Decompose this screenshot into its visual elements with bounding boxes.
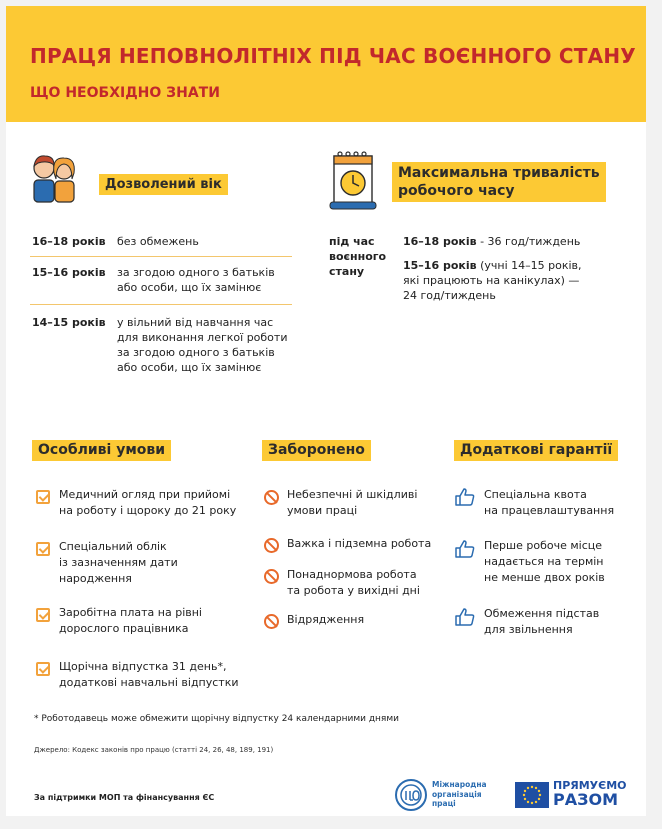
ilo-logo-icon: [394, 778, 428, 812]
checkbox-icon: [36, 662, 50, 676]
forbidden-item-4: Відрядження: [287, 613, 365, 626]
prohibited-icon: [264, 569, 279, 584]
ilo-name: [432, 780, 487, 809]
guarantee-item-1-line-1: Спеціальна квота: [484, 488, 587, 501]
page-subtitle: ЩО НЕОБХІДНО ЗНАТИ: [30, 85, 220, 101]
special-item-2-line-1: Спеціальний облік: [59, 540, 167, 553]
thumbs-up-icon: [455, 540, 475, 558]
support-text: За підтримки МОП та фінансування ЄС: [34, 793, 215, 802]
special-item-4-line-2: додаткові навчальні відпустки: [59, 676, 239, 689]
age-divider-1: [30, 256, 292, 257]
guarantee-item-2-line-1: Перше робоче місце: [484, 539, 602, 552]
age-heading: Дозволений вік: [99, 174, 228, 195]
hours-line-1-text: - 36 год/тиждень: [476, 235, 581, 248]
guarantee-item-3-line-1: Обмеження підстав: [484, 607, 600, 620]
forbidden-item-1-line-2: умови праці: [287, 504, 358, 517]
special-item-4: [59, 659, 239, 691]
prohibited-icon: [264, 490, 279, 505]
ilo-name-line-3: праці: [432, 799, 456, 808]
age-row-value-2: [117, 265, 275, 295]
header-banner: [6, 6, 646, 122]
guarantee-item-2: [484, 538, 605, 586]
guarantee-item-1-line-2: на працевлаштування: [484, 504, 615, 517]
ilo-name-line-2: організація: [432, 789, 482, 799]
thumbs-up-icon: [455, 488, 475, 506]
age-row-value-3-line-1: у вільний від навчання час: [117, 316, 274, 329]
age-row-value-3: [117, 315, 287, 375]
page-title: ПРАЦЯ НЕПОВНОЛІТНІХ ПІД ЧАС ВОЄННОГО СТАНУ: [30, 44, 636, 68]
guarantee-item-2-line-2: надається на термін: [484, 555, 604, 568]
forbidden-item-1: [287, 487, 417, 519]
eu-slogan-line-2: РАЗОМ: [553, 790, 618, 809]
forbidden-item-3-line-1: Понаднормова робота: [287, 568, 417, 581]
checkbox-icon: [36, 490, 50, 504]
guarantee-item-3: [484, 606, 599, 638]
hours-heading-line-1: Максимальна тривалість: [398, 165, 600, 181]
eu-slogan: [553, 779, 627, 807]
hours-line-1: [403, 234, 580, 249]
hours-line-2: [403, 258, 582, 303]
checkbox-icon: [36, 542, 50, 556]
ilo-name-line-1: Міжнародна: [432, 780, 487, 789]
special-item-1-line-1: Медичний огляд при прийомі: [59, 488, 231, 501]
eu-stars-icon: [515, 782, 549, 808]
age-row-key-3: 14–15 років: [32, 316, 106, 329]
forbidden-item-3-line-2: та робота у вихідні дні: [287, 584, 420, 597]
prohibited-icon: [264, 538, 279, 553]
special-item-2: [59, 539, 178, 587]
forbidden-item-2: Важка і підземна робота: [287, 537, 432, 550]
hours-label-line-2: воєнного: [329, 250, 387, 263]
hours-heading-line-2: робочого часу: [398, 183, 515, 199]
age-row-key-2: 15–16 років: [32, 266, 106, 279]
special-item-2-line-2: із зазначенням дати: [59, 556, 178, 569]
hours-heading: [392, 162, 606, 202]
hours-line-1-bold: 16–18 років: [403, 235, 477, 248]
special-item-3-line-1: Заробітна плата на рівні: [59, 606, 202, 619]
calendar-clock-icon: [328, 148, 378, 212]
special-heading: Особливі умови: [32, 440, 171, 461]
guarantee-item-2-line-3: не менше двох років: [484, 571, 605, 584]
age-row-value-3-line-2: для виконання легкої роботи: [117, 331, 288, 344]
infographic-page: [6, 6, 646, 816]
age-row-value-1: без обмежень: [117, 235, 199, 248]
age-row-value-3-line-4: або особи, що їх замінює: [117, 361, 262, 374]
forbidden-heading: Заборонено: [262, 440, 371, 461]
hours-label-line-1: під час: [329, 235, 375, 248]
checkbox-icon: [36, 608, 50, 622]
special-item-3-line-2: дорослого працівника: [59, 622, 189, 635]
forbidden-item-1-line-1: Небезпечні й шкідливі: [287, 488, 418, 501]
hours-line-2-bold: 15–16 років: [403, 259, 477, 272]
age-row-key-1: 16–18 років: [32, 235, 106, 248]
special-item-1-line-2: на роботу і щороку до 21 року: [59, 504, 237, 517]
hours-martial-law-label: [329, 234, 386, 279]
source-note: Джерело: Кодекс законів про працю (статті 24, 26, 48, 189, 191): [34, 746, 274, 754]
hours-line-2-row-3: 24 год/тиждень: [403, 289, 496, 302]
eu-flag-icon: [515, 782, 549, 808]
thumbs-up-icon: [455, 608, 475, 626]
age-row-value-2-line-2: або особи, що їх замінює: [117, 281, 262, 294]
prohibited-icon: [264, 614, 279, 629]
special-item-4-line-1: Щорічна відпустка 31 день*,: [59, 660, 227, 673]
forbidden-item-3: [287, 567, 420, 599]
special-item-1: [59, 487, 236, 519]
age-row-value-3-line-3: за згодою одного з батьків: [117, 346, 275, 359]
guarantees-heading: Додаткові гарантії: [454, 440, 618, 461]
hours-line-2-row-2: які працюють на канікулах) —: [403, 274, 580, 287]
hours-line-2-row-1: 15–16 років (учні 14–15 років,: [403, 259, 582, 272]
guarantee-item-1: [484, 487, 614, 519]
age-divider-2: [30, 304, 292, 305]
age-row-value-2-line-1: за згодою одного з батьків: [117, 266, 275, 279]
special-item-2-line-3: народження: [59, 572, 132, 585]
guarantee-item-3-line-2: для звільнення: [484, 623, 573, 636]
special-item-3: [59, 605, 202, 637]
eu-slogan-line-1: ПРЯМУЄМО: [553, 779, 627, 792]
footnote: * Роботодавець може обмежити щорічну відпустку 24 календарними днями: [34, 714, 399, 724]
hours-label-line-3: стану: [329, 265, 365, 278]
children-icon: [28, 151, 80, 211]
